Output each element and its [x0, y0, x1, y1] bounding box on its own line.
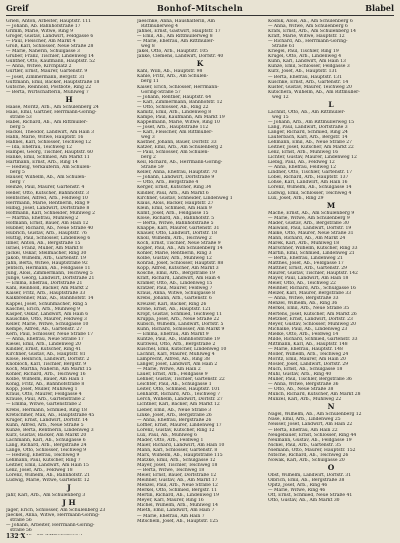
directory-entry: Mittmann, Karl, Ab., Hauptstr. 148 — [268, 341, 348, 347]
entry-continuation: berg 2 — [141, 155, 156, 161]
directory-entry: Langer, Josef, Landwirt, Am Hain 2 — [137, 362, 218, 368]
entry-continuation: weg 3 — [141, 134, 155, 140]
directory-entry: Hofmann, Ernst, Bauer, Am Hain 12 — [6, 220, 89, 226]
directory-entry: Kuschel, Emil, Kutscher, Lindenweg 10 — [137, 346, 227, 352]
directory-entry: Meyer, Karl, Maurer, Ring 16 — [137, 498, 204, 504]
directory-entry: Konrad, Josef, Schlosser, Hauptstr. 88 — [137, 261, 224, 267]
directory-entry: Kraus, Anna, Witwe, Schulgasse 8 — [137, 291, 216, 297]
directory-entry: — Johann, Arbeiter, Herrmann-Göring- — [6, 523, 95, 529]
directory-entry: Liebig, Paul, Ab., Feldweg 12 — [268, 160, 335, 166]
directory-entry: Kropf, Gustav, Schmied, Teichweg 11 — [137, 311, 222, 317]
directory-entry: Kraft, Richard, Landwirt, Am Hain 4 — [137, 276, 221, 282]
directory-entry: Hackel, Theodor, Landwirt, Am Hain 3 — [6, 129, 94, 135]
header-left-word: Greif — [6, 3, 29, 13]
directory-entry: — Josef, Arb., Hauptstraße 112 — [137, 124, 209, 130]
directory-entry: — Paul, Schlosser, Am Schulen- — [137, 150, 209, 156]
directory-entry: Nase, Emil, Arb., Lindenweg 25 — [268, 417, 341, 423]
directory-entry: Kurz, Gustav, Bäcker, Am Markt 20 — [6, 432, 87, 438]
directory-entry: Kasper, Oskar, Landwirt, Am Hain 6 — [6, 311, 89, 317]
directory-entry: Herrmann, Marie, Rentnerin, Ring 9 — [6, 200, 90, 206]
directory-entry: Ott, Ernst, Schmied, Neue Straße 41 — [268, 493, 353, 499]
directory-entry: Mattner, Ernst, Arb., Gartenstr. 29 — [268, 266, 348, 272]
directory-entry: Kuhn, Alfred, Arb., Neue Straße 5 — [6, 422, 84, 428]
directory-entry: Habel, Richard, Ab., Am Rittmüller- — [6, 119, 88, 125]
directory-entry: Klose, Heinrich, Landwirt, Dorfstr. 2 — [6, 357, 90, 363]
directory-entry: Lachnit, Otto, Ab., Am Rittmüller- — [268, 109, 346, 115]
directory-entry: Möller, Wilhelm, Arb., Teichweg 24 — [268, 351, 349, 357]
directory-entry: Lange, Otto, Schlosser, Teichweg 9 — [6, 447, 87, 453]
directory-entry: Kahl, Reinhold, Bäcker, Am Markt 2 — [6, 286, 89, 292]
directory-entry: Knobloch, Karl, Tischler, Bergstr. 9 — [6, 362, 87, 368]
directory-entry: — Marie, Witwe, Ring 46 — [268, 487, 326, 493]
directory-entry: — Berta, Witwe, Bahnhofstraße 5 — [137, 220, 214, 226]
directory-entry: Mitscheln, Josef, Ab., Hauptstr. 125 — [137, 518, 219, 524]
directory-entry: Neumann, Gustav, Ab., Feldgasse 19 — [268, 437, 352, 443]
header-right-word: Blabel — [365, 3, 394, 13]
directory-entry: Kempe, Alfred, Ab., Gartenstr. 27 — [6, 326, 83, 332]
directory-entry: Kahle, Fritz, Arb., Am Schulen- — [137, 74, 209, 80]
directory-entry: Mann, Richard, Ab., Am Markt 24 — [268, 235, 346, 241]
directory-entry: — Berta, Ehefrau, Lindenweg 21 — [268, 256, 343, 262]
directory-entry: Grieß, Anton, Arbeiter, Hauptstr. 111 — [6, 19, 91, 24]
directory-entry: Kreuzer, Karl, Bäcker, Ring 26 — [137, 301, 207, 307]
directory-entry: Jahnel, Ernst, Gastwirt, Hauptstr. 17 — [137, 29, 221, 35]
directory-entry: Meier, Ernst, Bauer, Dorfstraße 12 — [137, 473, 217, 479]
directory-entry: Kosbik, Alois, Ab., Am Schulenberg 6 — [268, 19, 353, 24]
directory-entry: Jaeschke, Anna, Haushälterin, Am — [137, 19, 215, 24]
directory-entry: Kraus, Otto, Maurer, Feldgasse 4 — [6, 392, 82, 398]
directory-entry: Lux, Josef, Arb., Ring 29 — [268, 195, 324, 201]
directory-entry: Hübner, Richard, Ab., Neue Straße 40 — [6, 225, 94, 231]
directory-entry: Menzel, Wilhelm, Ab., Ring 36 — [268, 301, 338, 307]
directory-entry: Krause, Paul, Arb., Gartenstraße 2 — [6, 397, 85, 403]
directory-entry: Kriegel, Paul, Tischler, Ring 19 — [268, 49, 339, 55]
directory-entry: Kaiser, Erich, Schlosser, Herrmann- — [137, 84, 219, 90]
directory-columns — [6, 19, 394, 535]
directory-entry: — Hedwig, Ehefrau, Teichweg 9 — [6, 452, 80, 458]
directory-entry: Meißner, Gustav, Ab., Am Markt 17 — [137, 478, 218, 484]
directory-entry: Nagel, Wilhelm, Ab., Am Schulenberg 12 — [268, 412, 362, 418]
directory-entry: — Marie, Ehefrau, Hauptstr. 148 — [268, 346, 343, 352]
directory-entry: Obst, Wilhelm, Landwirt, Dorfstr. 31 — [268, 472, 352, 478]
directory-entry: Kutschera, Wilhelm, Ab., Am Rittmüller- — [268, 89, 360, 95]
directory-entry: Knauer, Otto, Landwirt, Dorfstr. 18 — [137, 230, 217, 236]
directory-entry: Mache, Ernst, Ab., Am Schulenberg 9 — [268, 210, 355, 216]
section-letter: L — [328, 99, 334, 109]
directory-entry: Nickel, Paul, Arb., Gartenstr. 35 — [268, 442, 342, 448]
directory-entry: — Marie, Witwe, Am Schulenberg 9 — [268, 215, 350, 221]
directory-entry: Mertens, Josef, Kutscher, Am Markt 26 — [268, 311, 357, 317]
directory-entry: Kretschmer, Max, Ab., Hauptstraße 45 — [6, 412, 95, 418]
directory-entry: Krebs, Hermann, Schmied, Ring 18 — [6, 407, 87, 413]
directory-entry: Jakob, Wilhelm, Arb., Gartenstr. 19 — [6, 256, 86, 262]
directory-entry: Krüger, Ernst, Landwirt, Dorfstr. 14 — [6, 417, 88, 423]
entry-continuation: Rittmüllerweg 4 — [141, 24, 178, 30]
directory-entry: Olbrich, Emil, Ab., Bergstraße 38 — [268, 477, 345, 483]
directory-entry: Küster, Gustav, Maurer, Teichweg 20 — [268, 84, 352, 90]
entry-continuation: Göring-Straße 57 — [141, 89, 181, 95]
directory-entry: Köhler, Marie, Rentnerin, Ring 3 — [137, 251, 212, 257]
directory-entry: Koch, Martha, Näherin, Am Markt 15 — [6, 367, 92, 373]
directory-entry: Kaschel, Erich, Arb., Mühlweg 9 — [6, 306, 80, 312]
directory-entry: Mader, Otto, Arb., Feldweg 1 — [137, 437, 204, 443]
directory-entry: Keller, Anna, Ehefrau, Hauptstr. 70 — [137, 170, 218, 176]
directory-entry: Hartmann, Ernst, Arb., Ring 14 — [6, 160, 78, 166]
entry-continuation: berg 11 — [141, 79, 159, 85]
directory-entry: Jaeckel, Anna, Witwe, Herrmann-Göring- — [6, 513, 100, 519]
column-3 — [268, 19, 394, 535]
directory-entry: Knappe, Karl, Maurer, Gartenstr. 31 — [137, 225, 220, 231]
directory-entry: Kampe, Paul, Kaufmann, Am Markt 19 — [137, 114, 225, 120]
directory-entry: Kunze, Berta, Rentnerin, Lindenweg 3 — [6, 427, 94, 433]
directory-entry: Opitz, Josef, Arb., Ring 46 — [268, 482, 328, 488]
directory-entry: — Marie, Näherin, Schulgasse 3 — [6, 49, 80, 55]
directory-entry: Koch, Ernst, Tischler, Neue Straße 9 — [137, 240, 221, 246]
entry-continuation: Straße 59 — [141, 165, 164, 171]
directory-entry: Michel, Wilhelm, Arb., Mühlweg 14 — [137, 503, 218, 509]
directory-entry: Junge, Georg, Landwirt, Dorfstraße 21 — [6, 276, 95, 282]
directory-entry: Neugebauer, Ernst, Schlosser, Ring 44 — [268, 432, 357, 438]
directory-entry: Katzer, Emil, Arb., Am Schulenberg 2 — [137, 145, 223, 151]
directory-entry: Lerch, Wilhelm, Landwirt, Dorfstr. 27 — [137, 397, 223, 403]
directory-entry: Israel, Franz, Müller, Am Markt 8 — [6, 246, 83, 252]
directory-entry: Melzer, Karl, Maurer, Bergstraße 33 — [268, 291, 352, 297]
directory-entry: Lichter, Gustav, Maurer, Lindenweg 12 — [268, 155, 357, 161]
directory-entry: Merkel, Otto, Schmied, Bergstr. 11 — [137, 488, 217, 494]
directory-entry: Mertin, Richard, Ab., Lindenweg 19 — [137, 493, 219, 499]
directory-entry: Kurz, Josef, Ab., Hauptstr. 131 — [268, 69, 338, 75]
directory-entry: Lang, Richard, Arb., Bergstraße 24 — [6, 442, 87, 448]
directory-entry: Mieth, Emil, Landwirt, Am Hain 7 — [137, 508, 215, 514]
directory-entry: — Marie, Ehefrau, Am Rittmüller- — [137, 39, 215, 45]
directory-entry: Gruber, Franz, Tischler, Lindenweg 14 — [6, 54, 94, 60]
directory-entry: Krügel, Otto, Arb., Lindenweg 4 — [268, 54, 342, 60]
directory-entry: Mayer, Paul, Landwirt, Am Hain 18 — [268, 276, 349, 282]
directory-entry: — Emil, Ab., Am Rittmüllerweg 8 — [137, 34, 213, 40]
directory-entry: Meier, Otto, Ab., Teichweg 22 — [268, 281, 336, 287]
directory-entry: Hoffmann, Karl, Schneider, Mühlweg 2 — [6, 210, 96, 216]
directory-entry: Neisser, Josef, Landwirt, Am Hain 22 — [268, 422, 353, 428]
directory-entry: Klose, Richard, Ab., Bahnhofstr. 5 — [137, 215, 215, 221]
directory-entry: Lenhardt, Richard, Arb., Teichweg 7 — [137, 392, 221, 398]
directory-entry: Kindler, Ernst, Kutscher, Ring 41 — [6, 346, 82, 352]
directory-entry: Hähnel, Karl, Schlosser, Teichweg 12 — [6, 140, 92, 146]
directory-entry: Hampel, Georg, Tischler, Hauptstr. 60 — [6, 150, 93, 156]
directory-entry: Lorenz, Wilhelm, Ab., Bahnhofstr. 21 — [6, 473, 91, 479]
directory-entry: Janke, Clemens, Landwirt, Dorfstr. 40 — [137, 54, 224, 60]
page-header — [6, 3, 394, 16]
directory-entry: Kolbe, Gustav, Arb., Mühlweg 12 — [137, 256, 212, 262]
directory-entry: — Anna, Witwe, Am Schulenberg 6 — [268, 24, 348, 30]
directory-entry: Marek, Karl, Arb., Mühlweg 18 — [268, 240, 340, 246]
directory-entry: Merkel, Emil, Arb., Neue Straße 35 — [268, 306, 350, 312]
entry-continuation: straße 56 — [10, 528, 32, 534]
directory-entry: Menzel, Paul, Arb., Neue Straße 12 — [137, 483, 218, 489]
directory-entry: Mühl, Gustav, Arb., Ring 40 — [268, 372, 332, 378]
directory-entry: Hüttig, Paul, Schlosser, Lindenweg 6 — [6, 235, 91, 241]
directory-entry: Mayer, Josef, Tischler, Teichweg 18 — [137, 463, 218, 469]
directory-entry: — Berta, Ehefrau, Am Hain 22 — [268, 427, 338, 433]
directory-entry: Kühn, Karl, Landwirt, Am Hain 13 — [268, 59, 346, 65]
directory-entry: — Johann, Arb., Am Rittmüllerweg 15 — [268, 119, 355, 125]
section-letter: J H — [62, 498, 76, 508]
directory-entry: Krone, Ernst, Ab., Hauptstr. 121 — [137, 306, 211, 312]
directory-entry: Malke, Otto, Maurer, Neue Straße 31 — [268, 230, 354, 236]
directory-entry: Kappel, Josef, Schuhmacher, Ring 5 — [6, 301, 88, 307]
directory-entry: Michalke, Paul, Ab., Lindenweg 23 — [268, 326, 348, 332]
directory-entry: — Emma, Ehefrau, Am Markt 9 — [137, 331, 209, 337]
directory-entry: Lorenz, Wilhelm, Ab., Schulgasse 14 — [268, 185, 352, 191]
directory-entry: Lorenz, Gustav, Kutscher, Ring 12 — [137, 427, 215, 433]
directory-entry: Kosche, Emil, Arb., Bergstraße 19 — [137, 271, 215, 277]
directory-entry: — Johann, Rentner, Hauptstr. 64 — [137, 94, 212, 100]
directory-entry: — Otto, Arb., Bergstraße 4 — [137, 180, 199, 186]
directory-entry: — Otto, Ab., Neue Straße 38 — [268, 387, 334, 393]
directory-entry: Jentsch, Hermann, Ab., Feldgasse 11 — [6, 266, 91, 272]
directory-entry: Meißner, Richard, Arb., Schulgasse 16 — [268, 286, 357, 292]
directory-entry: Mosler, Josef, Landwirt, Dorfstr. 29 — [268, 362, 349, 367]
page-number: 132 X — [6, 533, 26, 540]
header-title: Bonhof–Mitscheln — [156, 3, 244, 13]
directory-entry: Illner, Anton, Ab., Bergstraße 15 — [6, 240, 81, 246]
entry-continuation: weg 15 — [272, 114, 289, 120]
directory-entry: Gürtler, Ernst, Maurer, Gartenstr. 9 — [6, 69, 88, 75]
directory-entry: — Johann, Landwirt, Dorfstraße 9 — [137, 175, 215, 181]
directory-entry: Ludwig, Marie, Witwe, Gartenstr. 12 — [6, 478, 90, 484]
directory-entry: Metzner, Ernst, Landwirt, Dorfstr. 23 — [268, 316, 353, 322]
directory-entry: — Josef, Zimmermann, Bergstr. 31 — [6, 74, 85, 80]
directory-entry: — Anna, Witwe, Kirchplatz 2 — [6, 64, 72, 70]
directory-entry: Kopp, Alfred, Kutscher, Am Markt 3 — [137, 266, 219, 272]
directory-entry: Jäger, Erich, Schlosser, Am Schulenberg 23 — [6, 508, 106, 514]
directory-entry: Kramer, Otto, Ab., Lindenweg 15 — [137, 281, 213, 287]
column-1 — [6, 19, 132, 535]
directory-entry: Langer, Richard, Schmied, Ring 24 — [268, 129, 348, 135]
directory-entry: Jahr, Karl, Arb., Am Schulenberg 3 — [6, 493, 86, 499]
directory-entry: Kindler, Paul, Arb., Am Markt 6 — [137, 190, 209, 196]
directory-entry: Marx, Wilhelm, Ab., Hauptstraße 115 — [137, 452, 223, 458]
directory-entry: — Hedwig, Verkäuferin, Am Schulen- — [6, 165, 91, 171]
directory-entry: Lauer, Ernst, Arb., Feldgasse 9 — [137, 372, 208, 378]
directory-entry: Maiwald, Paul, Landwirt, Dorfstr. 19 — [268, 225, 352, 231]
directory-entry: Matthes, Josef, Ab., Feldgasse 17 — [268, 261, 344, 267]
directory-entry: — Anna, Witwe, Bergstraße 33 — [268, 296, 339, 302]
directory-entry: Lamprecht, Alfred, Ab., Ring 38 — [137, 357, 210, 363]
directory-entry: Kuschke, Ernst, Arb., Gartenstr. 14 — [268, 79, 349, 85]
directory-entry: Keil, Richard, Ab., Herrmann-Göring- — [137, 160, 223, 166]
directory-entry: — Karl, Fleischer, Am Rittmüller- — [137, 129, 213, 135]
directory-entry: Kern, Paul, Schlosser, Neue Straße 17 — [6, 331, 94, 337]
directory-entry: Moritz, Emil, Maurer, Am Hain 20 — [268, 356, 346, 362]
directory-entry: Köhler, Richard, Arb., Teichweg 16 — [6, 372, 86, 378]
directory-entry: Krebs, Johann, Arb., Gartenstr. 6 — [137, 296, 212, 302]
directory-entry: Klimt, Josef, Arb., Feldgasse 15 — [137, 210, 209, 216]
directory-entry: Kolbe, Wilhelm, Bauer, Am Hain 1 — [6, 377, 84, 383]
directory-entry: Kunze, Emil, Schlosser, Feldgasse 3 — [268, 64, 350, 70]
directory-entry: Knoll, Wilhelm, Arb., Teichweg 2 — [137, 235, 212, 241]
directory-entry: Hilbig, Josef, Landwirt, Dorfstraße 8 — [6, 205, 90, 211]
directory-entry: Löbel, Richard, Arb., Hauptstr. 137 — [268, 175, 349, 181]
entry-continuation: Straße 61 — [272, 44, 295, 50]
directory-entry: Kuntze, Paul, Ab., Bahnhofstraße 19 — [137, 336, 220, 342]
column-2 — [137, 19, 263, 535]
directory-entry: König, Fritz, Ab., Bahnhofstraße 8 — [6, 382, 85, 388]
directory-entry: Lindner, Otto, Tischler, Gartenstr. 17 — [268, 170, 353, 176]
directory-entry: Groß, Karl, Schlosser, Neue Straße 28 — [6, 44, 94, 50]
directory-entry: Kubsch, Wilhelm, Landwirt, Dorfstr. 5 — [137, 321, 224, 327]
directory-entry: Maurer, Gustav, Tischler, Hauptstr. 142 — [268, 271, 358, 277]
directory-entry: Ludwig, Emil, Schlosser, Teichweg 4 — [268, 190, 352, 196]
directory-entry: Lehmann, Emil, Ab., Neue Straße 27 — [268, 140, 353, 146]
section-letter: M — [326, 200, 336, 210]
section-letter: N — [327, 402, 335, 412]
directory-entry: Otto, Gustav, Ab., Am Markt 30 — [268, 498, 340, 504]
directory-entry: Heller, Otto, Kutscher, Bahnhofstr. 3 — [6, 190, 89, 196]
directory-entry: Lohse, Karl, Landwirt, Am Hain 16 — [268, 180, 348, 186]
directory-entry: Hauser, Wilhelm, Ab., Am Schulen- — [6, 175, 86, 181]
directory-entry: Linke, Josef, Arb., Bergstraße 26 — [137, 412, 212, 418]
directory-entry: Nowak, Karl, Arb., Schulgasse 20 — [268, 457, 345, 463]
directory-entry: Lehner, Gustav, Tischler, Gartenstr. 22 — [137, 377, 225, 383]
entry-continuation: berg 7 — [10, 180, 25, 186]
section-letter: O — [327, 462, 335, 472]
directory-entry: Kastner, Johann, Bauer, Dorfstr. 33 — [137, 140, 217, 146]
directory-entry: Jakel, Otto, Arb., Hauptstr. 105 — [137, 49, 209, 55]
directory-entry: Löffler, Ernst, Maurer, Lindenweg 17 — [137, 422, 222, 428]
directory-entry: — Berta, Witwe, Teichweg 18 — [137, 468, 205, 474]
entry-continuation: berg 5 — [10, 124, 25, 130]
directory-entry: Lang, Paul, Landwirt, Dorfstraße 3 — [268, 124, 348, 130]
directory-entry: Kopp, Josef, Müller, Mühlweg 1 — [6, 387, 78, 393]
directory-entry: — Anna, Witwe, Bergstraße 36 — [268, 382, 339, 388]
directory-entry: Kurzweil, Otto, Arb., Bergstraße 2 — [137, 341, 216, 347]
directory-entry: Kamitz, Emil, Arb., Lindenweg 8 — [137, 109, 212, 115]
directory-entry: Hubrich, Gustav, Arb., Hauptstr. 76 — [6, 230, 87, 236]
directory-entry: — Richard, Ab., Herrmann-Göring- — [268, 39, 348, 45]
directory-entry: Kirchner, Gustav, Schneider, Lindenweg 1 — [137, 195, 233, 201]
directory-entry: Gutsche, Reinhold, Postbote, Ring 22 — [6, 84, 92, 90]
directory-entry: Haase, Moritz, Arb., Am Schulenberg 24 — [6, 104, 99, 110]
directory-entry: — Otto, Schlosser, Ab., Ring 22 — [137, 104, 209, 110]
directory-entry: Kratzer, Paul, Maurer, Feldweg 7 — [137, 286, 213, 292]
directory-entry: Martin, Emil, Schmied, Lindenweg 21 — [268, 250, 355, 256]
directory-entry: Milde, Richard, Schmied, Gartenstr. 33 — [268, 336, 358, 342]
directory-entry: — Karl, Zimmermann, Bahnhofstr. 12 — [137, 99, 223, 105]
directory-entry: Kirchner, Gustav, Ab., Hauptstr. 81 — [6, 352, 86, 357]
directory-entry: Keller, Marie, Witwe, Schulgasse 10 — [6, 321, 89, 327]
directory-entry: Jung, Alois, Zimmermann, Teichweg 5 — [6, 271, 93, 277]
directory-entry: Guttmann, Emil, Bäcker, Hauptstraße 18 — [6, 79, 100, 85]
section-letter: J — [67, 483, 71, 493]
directory-entry: Krafs, Ernst, Arb., Am Schulenberg 14 — [268, 29, 356, 35]
entry-continuation: berg 5 — [10, 170, 25, 176]
directory-entry: Kahl, Willi, Ab., Hauptstr. 98 — [137, 69, 203, 75]
directory-entry: Kuhn, Richard, Schlosser, Am Markt 9 — [137, 326, 225, 332]
directory-entry: Münch, Richard, Kutscher, Am Markt 28 — [268, 392, 361, 398]
section-letter: K — [196, 59, 204, 69]
directory-entry: — Anna, Ehefrau, Bergstraße 26 — [137, 417, 212, 423]
directory-entry: Lenz, Josef, Arb., Feldweg 18 — [6, 468, 73, 474]
directory-entry: Lauterbach, Karl, Arb., Bergstr. 14 — [268, 134, 348, 140]
entry-continuation: straße 53 — [10, 114, 32, 120]
directory-entry: Much, Ernst, Ab., Schulgasse 18 — [268, 367, 343, 373]
directory-entry: Lieber, Emil, Ab., Neue Straße 3 — [137, 407, 212, 413]
directory-entry: Kerger, Ernst, Kutscher, Ring 34 — [137, 185, 212, 191]
directory-entry: Lenz, Ernst, Arb., Mühlweg 16 — [268, 150, 339, 156]
directory-entry: Gröger, Gustav, Landwirt, Feldgasse 6 — [6, 34, 94, 40]
directory-entry: Kögler, Paul, Ab., Am Schulenberg 14 — [137, 246, 223, 252]
directory-entry: Mann, Karl, Schlosser, Gartenstr. 8 — [137, 447, 218, 453]
directory-entry: Meyer, Gustav, Schlosser, Mühlweg 20 — [268, 321, 357, 327]
directory-entry: — Berta, Wirtschafterin, Mühlweg 7 — [6, 89, 89, 95]
directory-entry: Kauschke, Otto, Maurer, Feldweg 3 — [6, 316, 87, 322]
directory-entry: Mielke, Otto, Arb., Feldweg 14 — [268, 331, 339, 337]
directory-entry: — Marie, Ehefrau, Am Hain 7 — [137, 513, 205, 519]
directory-entry: — Martha, Ehefrau, Mühlweg 2 — [6, 215, 79, 221]
directory-entry: Klaus, Alois, Bäcker, Hauptstr. 27 — [137, 200, 214, 206]
directory-entry: — Anna, Ehefrau, Feldweg 12 — [268, 165, 337, 171]
directory-entry: Hahn, Marie, Witwe, Hauptstr. 16 — [6, 134, 84, 140]
directory-entry: Kiesel, Emil, Arb., Lindenweg 20 — [6, 341, 81, 347]
directory-entry: Maier, Richard, Landwirt, Am Hain 10 — [137, 442, 225, 448]
directory-entry: — Ida, Ehefrau, Teichweg 12 — [6, 145, 72, 151]
directory-entry: — Paul, Fleischer, Am Markt 4 — [6, 39, 76, 45]
directory-entry: Leichter, Paul, Ab., Schulgasse 1 — [137, 382, 212, 388]
entry-continuation: weg 12 — [272, 94, 289, 100]
directory-entry: Heinze, Paul, Maurer, Gartenstr. 4 — [6, 185, 85, 191]
directory-entry: Kraft, Marie, Witwe, Hauptstr. 12 — [268, 34, 345, 40]
directory-entry: Leitner, Josef, Kutscher, Am Markt 22 — [268, 145, 354, 151]
directory-entry: Kruppa, Josef, Arb., Neue Straße 22 — [137, 316, 220, 322]
directory-entry: Hentschel, Alfred, Arb., Feldweg 10 — [6, 195, 88, 201]
directory-entry: Grimm, Marie, Witwe, Ring 9 — [6, 29, 74, 35]
directory-entry: — Emma, Witwe, Gartenstraße 2 — [6, 402, 82, 408]
directory-entry: Haas, Emil, Gärtner, Herrmann-Göring- — [6, 109, 97, 115]
directory-entry: Hanke, Emil, Schmied, Am Markt 11 — [6, 155, 90, 161]
directory-entry: Lachnit, Karl, Maurer, Mühlweg 4 — [137, 352, 215, 357]
directory-entry: Kaiser, Fritz, Arb., Hauptstraße 33 — [6, 291, 86, 297]
directory-entry: Nitsche, Richard, Ab., Teichweg 26 — [268, 452, 349, 458]
directory-entry: Kappelmann, Marie, Witwe, Ring 10 — [137, 119, 220, 125]
directory-entry: Lehmann, Paul, Kutscher, Ring 7 — [6, 457, 81, 463]
section-letter: H — [65, 94, 73, 104]
directory-entry: Jäckel, Oskar, Stellmacher, Ring 30 — [6, 251, 87, 257]
directory-entry: Lichtner, Karl, Bäcker, Am Markt 12 — [137, 402, 220, 408]
directory-entry: — Marie, Witwe, Am Hain 2 — [137, 367, 201, 373]
directory-entry: Matzke, Emil, Arb., Schulgasse 12 — [137, 457, 216, 463]
directory-entry: Niemann, Otto, Maurer, Hauptstr. 152 — [268, 447, 356, 453]
directory-entry: Kalkbrenner, Max, Ab., Bahnhofstr. 14 — [6, 296, 94, 302]
directory-entry: Lachmann, Karl, Ab., Schulgasse 6 — [6, 437, 86, 443]
directory-entry: Mader, Gustav, Arb., Bergstraße 30 — [268, 220, 349, 226]
directory-entry: Klein, Emil, Schmied, Am Hain 9 — [137, 205, 212, 211]
directory-entry: Jahn, Berta, Witwe, Hauptstraße 92 — [6, 261, 88, 267]
directory-entry: Leiter, Otto, Schmied, Hauptstr. 101 — [137, 387, 220, 393]
directory-entry: — Anna, Ehefrau, Neue Straße 17 — [6, 336, 84, 342]
directory-entry: — Emma, Ehefrau, Dorfstraße 21 — [6, 281, 83, 287]
entry-continuation: straße 56 — [10, 518, 32, 524]
entry-continuation: weg 8 — [141, 44, 155, 50]
directory-entry: — Johann, Ab. Bahnhofstraße 17 — [6, 24, 81, 30]
directory-entry: Munzel, Karl, Arb., Mühlweg 22 — [268, 397, 342, 403]
directory-entry: Leitner, Emil, Landwirt, Am Hain 15 — [6, 463, 89, 469]
directory-entry: Müller, Paul, Tischler, Bergstraße 36 — [268, 377, 352, 383]
directory-entry: Günther, Otto, Kaufmann, Hauptstr. 52 — [6, 59, 95, 65]
directory-entry: — Berta, Ehefrau, Hauptstr. 131 — [268, 74, 342, 80]
directory-entry: Marschner, Wilhelm, Kutscher, Ring 33 — [268, 245, 358, 251]
directory-entry: Lux, Paul, Ab., Mühlweg 6 — [137, 432, 197, 438]
